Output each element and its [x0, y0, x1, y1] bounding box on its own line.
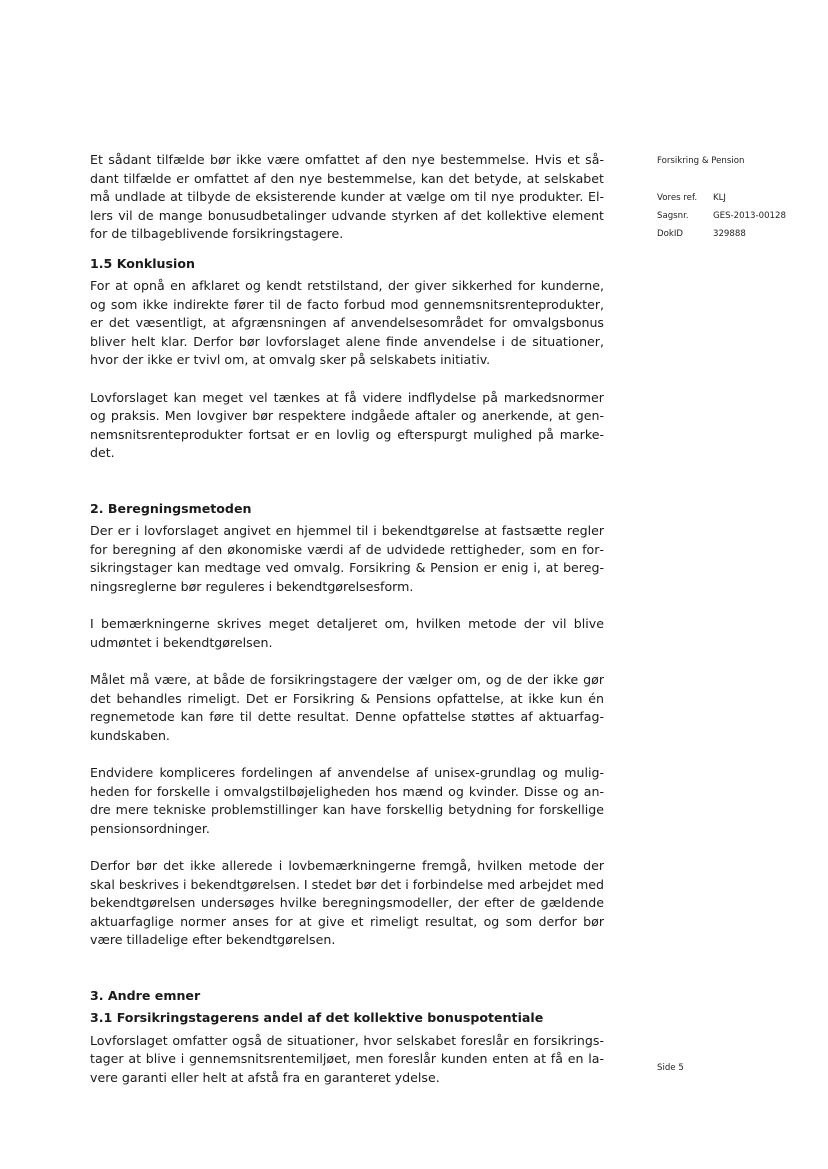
meta-label: DokID [657, 229, 684, 239]
beregning-paragraph-3: Målet må være, at både de forsikringstagere der vælger om, og de der ikke gør det behandles rimeligt. Det er Forsikring & Pensions opfattelse, at ikke kun én regnemetode kan føre til dette resultat. Denne opfattelse støttes af aktuarfagkundskaben. [90, 672, 604, 743]
document-body [90, 151, 604, 1087]
beregning-paragraph-5: Derfor bør det ikke allerede i lovbemærkningerne fremgå, hvilken metode der skal beskrives i bekendtgørelsen. I stedet bør det i forbindelse med arbejdet med bekendtgørelsen undersøges hvilke beregningsmodeller, der efter de gældende aktuarfaglige normer anses for at give et rimeligt resultat, og som derfor bør være tilladelige efter bekendtgørelsen. [90, 858, 604, 947]
intro-paragraph: Et sådant tilfælde bør ikke være omfattet af den nye bestemmelse. Hvis et sådant tilfælde er omfattet af den nye bestemmelse, kan det betyde, at selskabet må undlade at tilbyde de eksisterende kunder at vælge om til nye produkter. Ellers vil de mange bonusudbetalinger udvande styrken af det kollektive element for de tilbageblivende forsikringstagere. [90, 152, 604, 241]
beregning-paragraph-2: I bemærkningerne skrives meget detaljeret om, hvilken metode der vil blive udmøntet i bekendtgørelsen. [90, 616, 604, 650]
organization-name: Forsikring & Pension [657, 156, 745, 166]
heading-3-1-bonuspotentiale: 3.1 Forsikringstagerens andel af det kollektive bonuspotentiale [90, 1010, 544, 1025]
document-sidebar [657, 155, 807, 243]
konklusion-paragraph-1: For at opnå en afklaret og kendt retstilstand, der giver sikkerhed for kunderne, og som ikke indirekte fører til de facto forbud mod gennemsnitsrenteprodukter, er det væsentligt, at afgrænsningen af anvendelsesområdet for omvalgsbonus bliver helt klar. Derfor bør lovforslaget alene finde anvendelse i de situationer, hvor der ikke er tvivl om, at omvalg sker på selskabets initiativ. [90, 278, 604, 367]
meta-value: GES-2013-00128 [713, 211, 786, 221]
meta-label: Sagsnr. [657, 211, 689, 221]
meta-row-case-number [657, 207, 807, 225]
page-number: Side 5 [657, 1063, 684, 1073]
beregning-paragraph-4: Endvidere kompliceres fordelingen af anvendelse af unisex-grundlag og muligheden for forskelle i omvalgstilbøjeligheden hos mænd og kvinder. Disse og andre mere tekniske problemstillinger kan have forskellig betydning for forskellige pensionsordninger. [90, 765, 604, 836]
beregning-paragraph-1: Der er i lovforslaget angivet en hjemmel til i bekendtgørelse at fastsætte regler for beregning af den økonomiske værdi af de udvidede rettigheder, som en forsikringstager kan medtage ved omvalg. Forsikring & Pension er enig i, at beregningsreglerne bør reguleres i bekendtgørelsesform. [90, 523, 604, 594]
heading-3-andre-emner: 3. Andre emner [90, 987, 201, 1003]
meta-value: KLJ [713, 193, 726, 203]
heading-1-5-konklusion: 1.5 Konklusion [90, 255, 195, 271]
meta-row-reference [657, 189, 807, 207]
meta-row-doc-id [657, 225, 807, 243]
heading-2-beregningsmetoden: 2. Beregningsmetoden [90, 500, 252, 516]
meta-label: Vores ref. [657, 193, 698, 203]
meta-value: 329888 [713, 229, 746, 239]
konklusion-paragraph-2: Lovforslaget kan meget vel tænkes at få videre indflydelse på markedsnormer og praksis. Men lovgiver bør respektere indgåede aftaler og anerkende, at gennemsnitsrenteprodukter fortsat er en lovlig og efterspurgt mulighed på markedet. [90, 389, 604, 460]
andre-emner-paragraph-1: Lovforslaget omfatter også de situationer, hvor selskabet foreslår en forsikringstager at blive i gennemsnitsrentemiljøet, men foreslår kunden enten at få en lavere garanti eller helt at afstå fra en garanteret ydelse. [90, 1032, 604, 1085]
